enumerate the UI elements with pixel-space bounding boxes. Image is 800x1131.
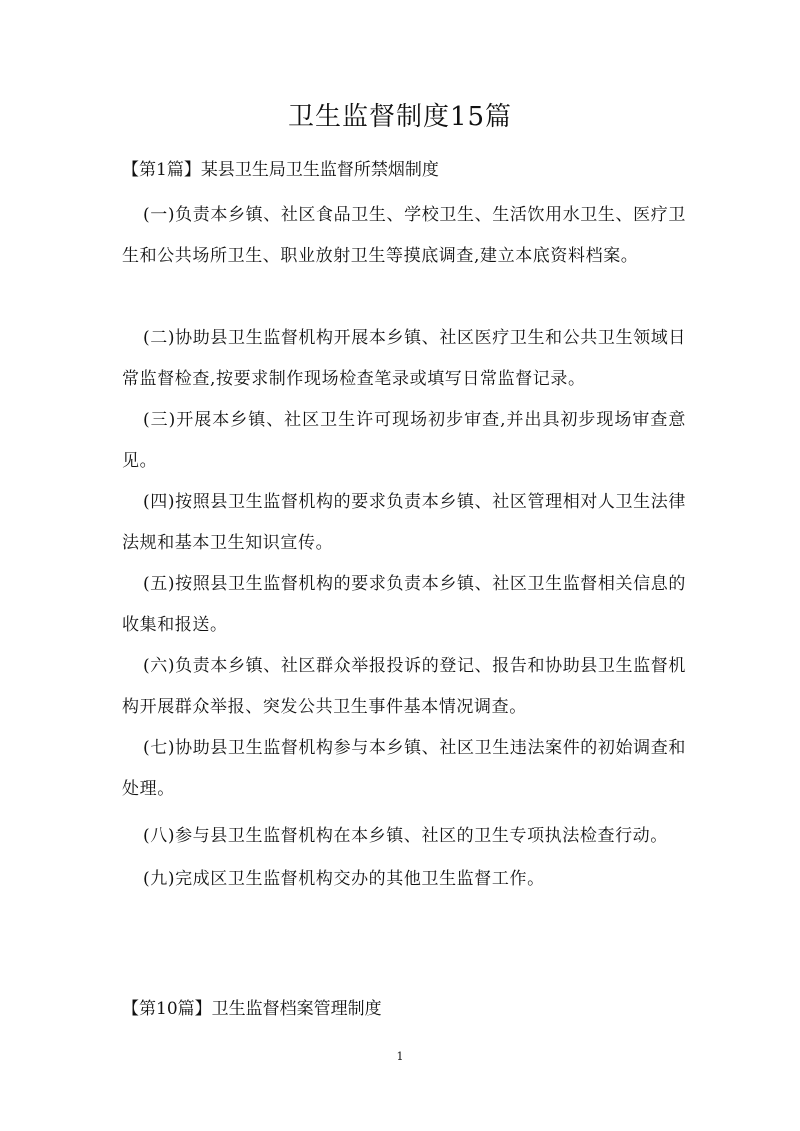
paragraph-1: (一)负责本乡镇、社区食品卫生、学校卫生、生活饮用水卫生、医疗卫生和公共场所卫生、职业放射卫生等摸底调查,建立本底资料档案。 — [122, 205, 686, 266]
paragraph-3: (三)开展本乡镇、社区卫生许可现场初步审查,并出具初步现场审查意见。 — [122, 410, 686, 471]
paragraph-2: (二)协助县卫生监督机构开展本乡镇、社区医疗卫生和公共卫生领域日常监督检查,按要求制作现场检查笔录或填写日常监督记录。 — [122, 328, 686, 389]
section-1-heading: 【第1篇】某县卫生局卫生监督所禁烟制度 — [122, 160, 439, 180]
paragraph-8: (八)参与县卫生监督机构在本乡镇、社区的卫生专项执法检查行动。 — [143, 826, 668, 846]
paragraph-4: (四)按照县卫生监督机构的要求负责本乡镇、社区管理相对人卫生法律法规和基本卫生知识宣传。 — [122, 492, 686, 553]
section-10-heading: 【第10篇】卫生监督档案管理制度 — [122, 999, 382, 1019]
paragraph-6: (六)负责本乡镇、社区群众举报投诉的登记、报告和协助县卫生监督机构开展群众举报、突发公共卫生事件基本情况调查。 — [122, 656, 686, 717]
paragraph-7: (七)协助县卫生监督机构参与本乡镇、社区卫生违法案件的初始调查和处理。 — [122, 738, 686, 799]
paragraph-5: (五)按照县卫生监督机构的要求负责本乡镇、社区卫生监督相关信息的收集和报送。 — [122, 574, 686, 635]
paragraph-9: (九)完成区卫生监督机构交办的其他卫生监督工作。 — [143, 869, 545, 889]
document-title: 卫生监督制度15篇 — [287, 102, 513, 132]
page-number: 1 — [396, 1050, 404, 1063]
